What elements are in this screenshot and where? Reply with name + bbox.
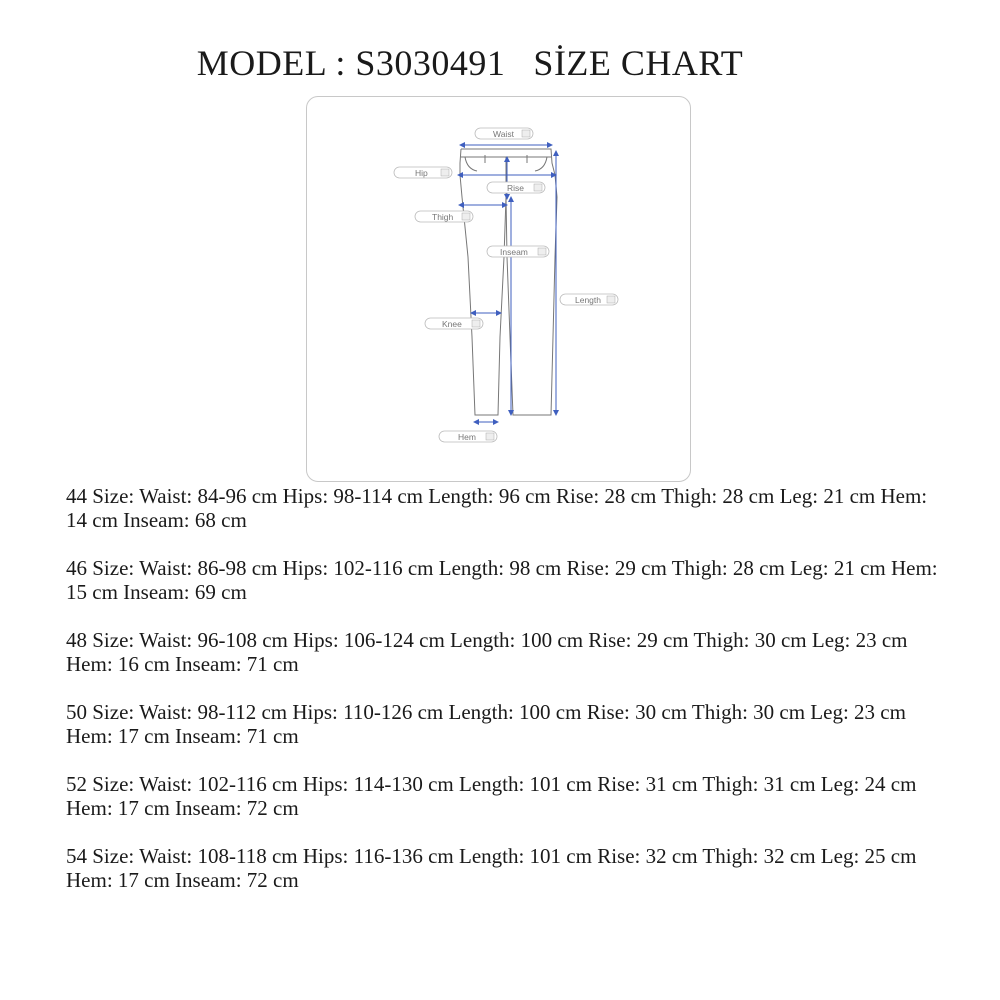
label-hip-text: Hip [415, 168, 428, 178]
label-hip [394, 167, 452, 178]
label-inseam-text: Inseam [500, 247, 528, 257]
label-hem-text: Hem [458, 432, 476, 442]
size-chart-label: SİZE CHART [533, 43, 744, 83]
label-inseam [487, 246, 549, 257]
page-title [0, 42, 940, 84]
label-thigh [415, 211, 473, 222]
size-48-entry: 48 Size: Waist: 96-108 cm Hips: 106-124 cm Length: 100 cm Rise: 29 cm Thigh: 30 cm Leg: 23 cm Hem: 16 cm Inseam: 71 cm [66, 628, 908, 676]
label-rise [487, 182, 545, 193]
size-54-entry: 54 Size: Waist: 108-118 cm Hips: 116-136 cm Length: 101 cm Rise: 32 cm Thigh: 32 cm Leg: 25 cm Hem: 17 cm Inseam: 72 cm [66, 844, 917, 892]
size-52-entry: 52 Size: Waist: 102-116 cm Hips: 114-130 cm Length: 101 cm Rise: 31 cm Thigh: 31 cm Leg: 24 cm Hem: 17 cm Inseam: 72 cm [66, 772, 917, 820]
model-label: MODEL : S3030491 [196, 43, 506, 83]
label-hem [439, 431, 497, 442]
label-length-text: Length [575, 295, 601, 305]
size-46-entry: 46 Size: Waist: 86-98 cm Hips: 102-116 cm Length: 98 cm Rise: 29 cm Thigh: 28 cm Leg: 21 cm Hem: 15 cm Inseam: 69 cm [66, 556, 938, 604]
label-waist [475, 128, 533, 139]
label-waist-text: Waist [493, 129, 514, 139]
size-50-entry: 50 Size: Waist: 98-112 cm Hips: 110-126 cm Length: 100 cm Rise: 30 cm Thigh: 30 cm Leg: 23 cm Hem: 17 cm Inseam: 71 cm [66, 700, 906, 748]
size-list [66, 484, 946, 916]
label-length [560, 294, 618, 305]
label-knee [425, 318, 483, 329]
label-rise-text: Rise [507, 183, 525, 193]
pants-diagram [306, 96, 691, 482]
label-thigh-text: Thigh [432, 212, 454, 222]
label-knee-text: Knee [442, 319, 462, 329]
size-44-entry: 44 Size: Waist: 84-96 cm Hips: 98-114 cm Length: 96 cm Rise: 28 cm Thigh: 28 cm Leg: 21 cm Hem: 14 cm Inseam: 68 cm [66, 484, 928, 532]
pants-illustration [307, 97, 692, 483]
